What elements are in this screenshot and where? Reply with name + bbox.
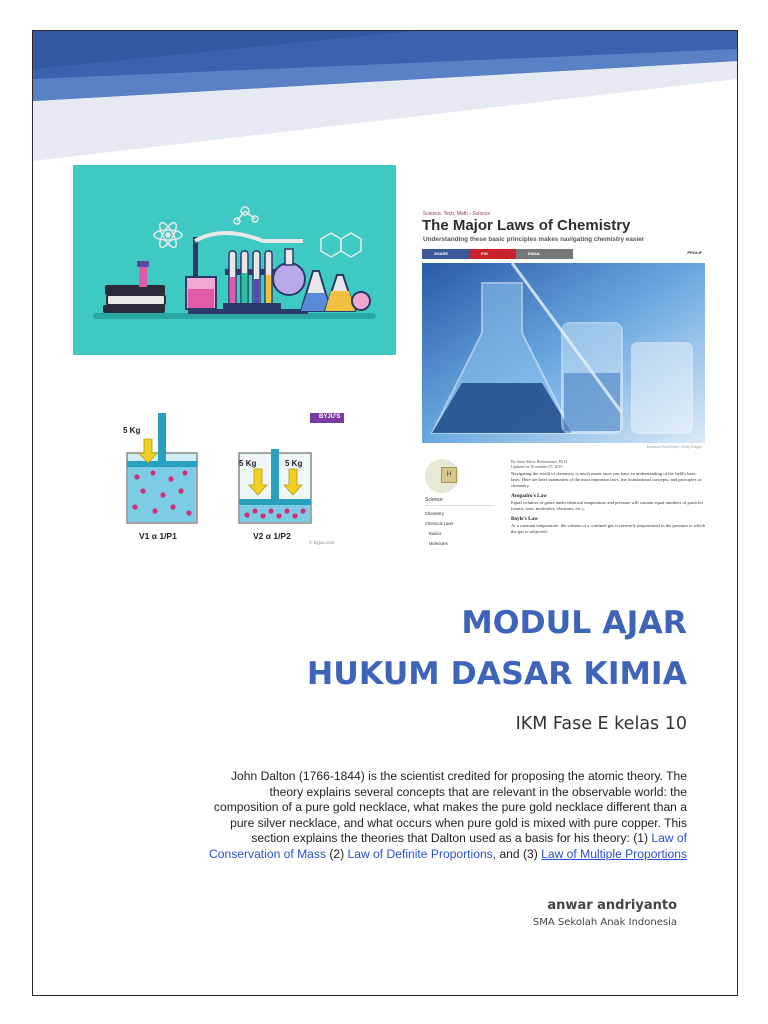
boyles-law-diagram <box>123 409 348 551</box>
school-name: SMA Sekolah Anak Indonesia <box>532 917 677 928</box>
author-avatar-letter: H <box>441 467 457 483</box>
article-paragraph-1: Navigating the world of chemistry is much easier once you have an understanding of the field's basic laws. Here are brief summaries of the most important laws, the foundational concepts, and principles of chemistry. <box>511 471 702 488</box>
article-screenshot <box>421 209 706 557</box>
article-photo <box>422 263 705 443</box>
article-category: Science, Tech, Math › Science <box>423 211 491 217</box>
photo-credit: Emanuel Roth/Getty / Getty Images <box>646 445 702 449</box>
article-updated: Updated on November 07, 2019 <box>511 464 563 469</box>
sidebar-item-molecules[interactable]: Molecules <box>429 541 448 546</box>
caption-right: V2 α 1/P2 <box>253 531 291 541</box>
intro-sep-1: (2) <box>326 846 348 861</box>
sidebar-item-chemical-laws[interactable]: Chemical Laws <box>425 521 454 526</box>
header-banner <box>33 31 737 161</box>
share-pinterest-button[interactable]: PIN <box>469 249 526 259</box>
module-subtitle: IKM Fase E kelas 10 <box>515 714 687 734</box>
intro-paragraph <box>203 769 687 863</box>
author-name: anwar andriyanto <box>547 898 677 913</box>
sidebar-heading: Science <box>425 497 443 503</box>
intro-sep-2: , and (3) <box>492 846 542 861</box>
article-heading-2: Boyle's Law <box>511 516 538 522</box>
byjus-logo-text: BYJU'S <box>319 414 341 420</box>
link-definite-proportions[interactable]: Law of Definite Proportions <box>347 846 493 861</box>
sidebar-item-basics[interactable]: Basics <box>429 531 442 536</box>
sidebar-divider <box>425 505 495 506</box>
weight-label-right-a: 5 Kg <box>239 459 257 468</box>
link-multiple-proportions[interactable]: Law of Multiple Proportions <box>541 846 687 861</box>
page <box>32 30 738 996</box>
share-email-button[interactable]: EMAIL <box>516 249 573 259</box>
article-more-link[interactable]: PROLIF <box>687 250 702 255</box>
share-facebook-button[interactable]: SHARE <box>422 249 479 259</box>
intro-text: John Dalton (1766-1844) is the scientist credited for proposing the atomic theory. The theory explains several concepts that are relevant in the observable world: the composition of a pure gold necklace, what makes the pure gold necklace different than a pure silver necklace, and what occurs when pure gold is mixed with pure copper. This section explains the theories that Dalton used as a basis for his theory: (1) <box>213 769 687 846</box>
caption-left: V1 α 1/P1 <box>139 531 177 541</box>
module-title-line1: MODUL AJAR <box>461 605 687 641</box>
link-conservation-of-mass[interactable]: Law of Conservation of Mass <box>209 831 687 861</box>
lab-illustration <box>73 165 396 355</box>
weight-label-right-b: 5 Kg <box>285 459 303 468</box>
article-byline: By Anne Marie Helmenstine, Ph.D. <box>511 459 568 464</box>
diagram-credit: © Byjus.com <box>309 540 335 545</box>
sidebar-item-chemistry[interactable]: Chemistry <box>425 511 444 516</box>
article-paragraph-3: At a constant temperature, the volume of a confined gas is inversely proportional to the pressure to which the gas is subjected. <box>511 523 705 534</box>
weight-label-left: 5 Kg <box>123 426 141 435</box>
module-title-line2: HUKUM DASAR KIMIA <box>306 656 687 692</box>
article-paragraph-2: Equal volumes of gases under identical temperature and pressure will contain equal numbers of particles (atoms, ions, molecules, electrons, etc.). <box>511 500 704 511</box>
article-title: The Major Laws of Chemistry <box>422 217 631 234</box>
article-subtitle: Understanding these basic principles makes navigating chemistry easier <box>423 236 645 243</box>
article-heading-1: Avogadro's Law <box>511 493 547 499</box>
